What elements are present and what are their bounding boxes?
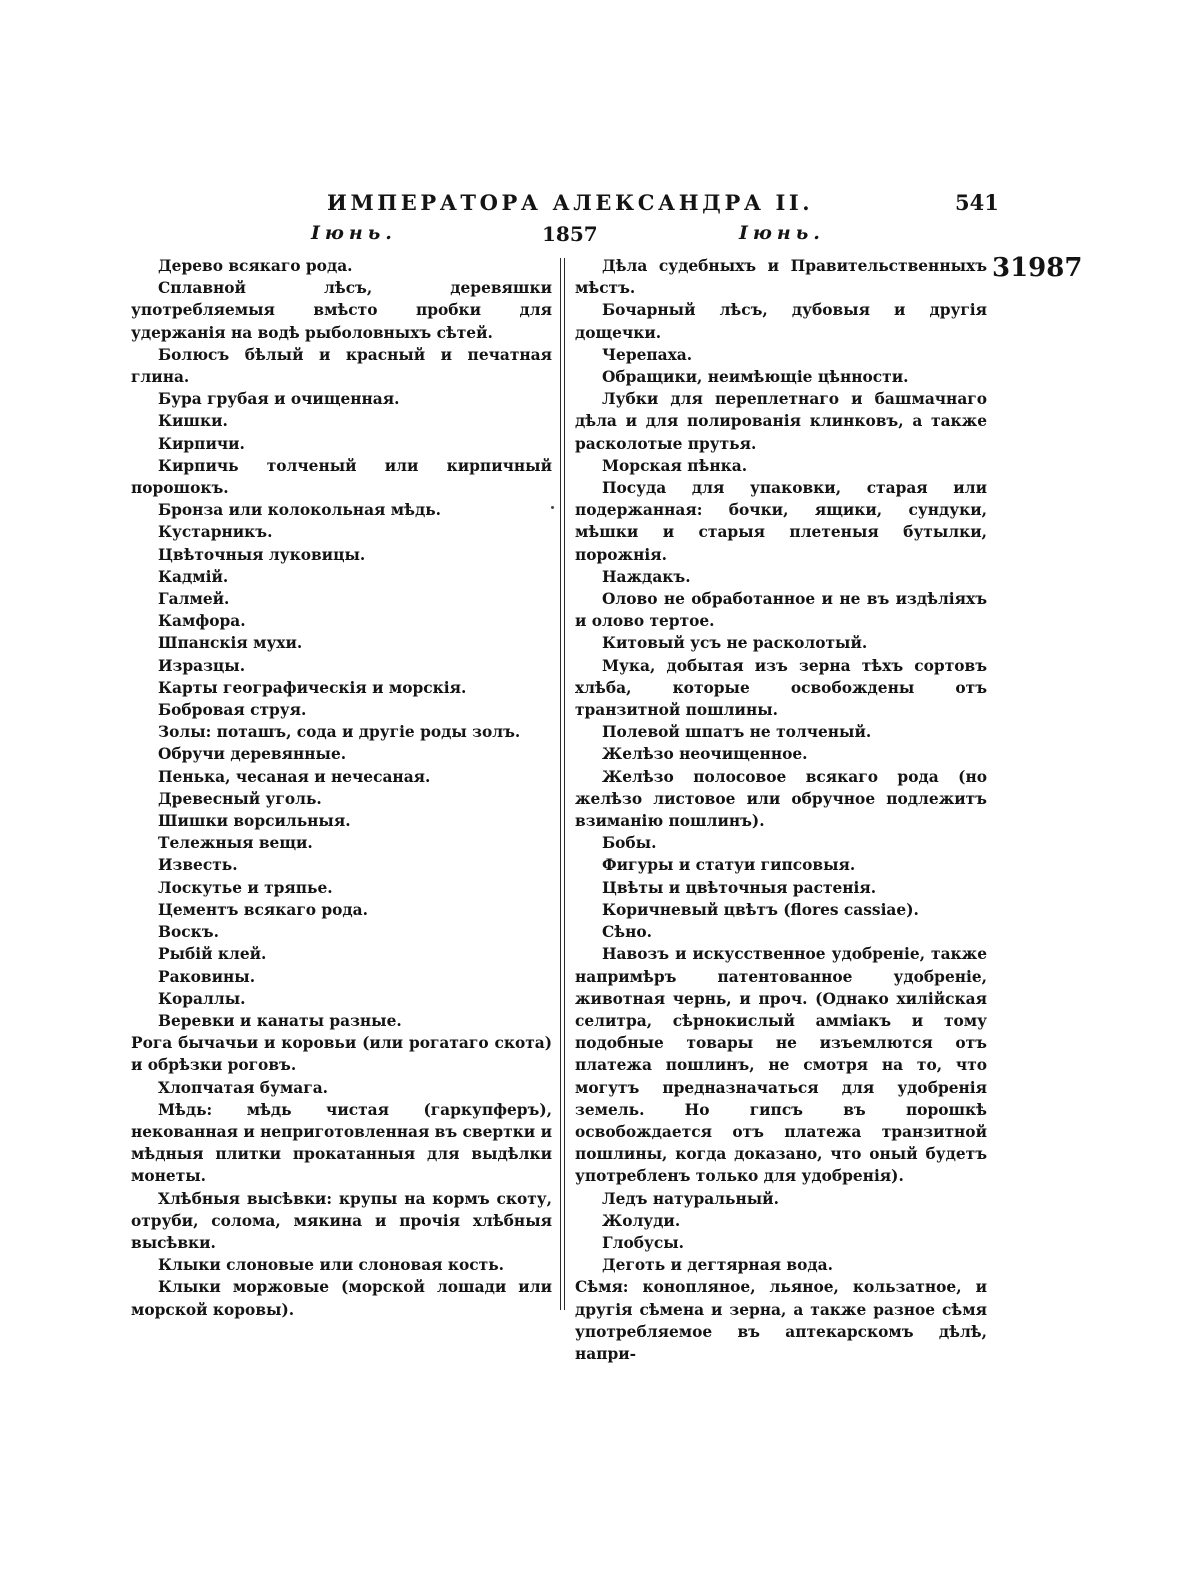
right-column (575, 255, 987, 1365)
list-item: Кишки. (158, 412, 228, 431)
month-left: Іюнь. (311, 222, 397, 244)
list-item: Морская пѣнка. (602, 456, 748, 475)
list-item: Болюсъ бѣлый и красный и печатная глина. (131, 345, 552, 387)
list-item: Китовый усъ не расколотый. (602, 634, 868, 653)
header-title: ИМПЕРАТОРА АЛЕКСАНДРА II. (327, 190, 814, 215)
list-item: Глобусы. (602, 1233, 685, 1252)
list-item: Черепаха. (602, 345, 693, 364)
running-header (0, 190, 1191, 220)
list-item: Бура грубая и очищенная. (158, 390, 400, 409)
list-item: Карты географическія и морскія. (158, 678, 467, 697)
list-item: Наждакъ. (602, 567, 691, 586)
list-item: Воскъ. (158, 923, 219, 942)
list-item: Изразцы. (158, 656, 246, 675)
column-divider (560, 258, 565, 1310)
list-item: Известь. (158, 856, 238, 875)
margin-law-number: 31987 (992, 253, 1083, 283)
list-item: Олово не обработанное и не въ издѣліяхъ и олово тертое. (575, 590, 987, 631)
left-column (131, 255, 552, 1321)
list-item: Мѣдь: мѣдь чистая (гаркупферъ), некованная и неприготовленная въ свертки и мѣдныя плитки прокатанныя для выдѣлки монеты. (131, 1100, 552, 1186)
list-item: Бобы. (602, 834, 657, 853)
list-item: Древесный уголь. (158, 789, 322, 808)
date-line (0, 222, 1191, 252)
list-item: Кирпичь толченый или кирпичный порошокъ. (131, 456, 552, 498)
list-item: Кустарникъ. (158, 523, 273, 542)
list-item: Пенька, чесаная и нечесаная. (158, 767, 431, 786)
list-item: Желѣзо неочищенное. (602, 745, 808, 764)
list-item: Фигуры и статуи гипсовыя. (602, 856, 856, 875)
list-item: Лубки для переплетнаго и башмачнаго дѣла и для полированія клинковъ, а также расколотые прутья. (575, 390, 987, 453)
list-item: Галмей. (158, 590, 230, 609)
list-item: Сѣмя: конопляное, льяное, кользатное, и другія сѣмена и зерна, а также разное сѣмя употребляемое въ аптекарскомъ дѣлѣ, напри- (575, 1278, 987, 1363)
list-item: Цементъ всякаго рода. (158, 900, 368, 919)
list-item: Мука, добытая изъ зерна тѣхъ сортовъ хлѣба, которые освобождены отъ транзитной пошлины. (575, 656, 987, 720)
list-item: Навозъ и искусственное удобреніе, также напримѣръ патентованное удобреніе, животная чернь, и проч. (Однако хилійская селитра, сѣрнокислый аммiакъ и тому подобные товары не изъемлются отъ платежа пошлинъ, не смотря на то, что могутъ предназначаться для удобренія земель. Но гипсъ въ порошкѣ освобождается отъ платежа транзитной пошлины, когда доказано, что оный будетъ употребленъ только для удобренія). (575, 945, 987, 1186)
list-item: Дерево всякаго рода. (158, 257, 353, 275)
list-item: Рога бычачьи и коровьи (или рогатаго скота) и обрѣзки роговъ. (131, 1034, 552, 1075)
list-item: Камфора. (158, 612, 246, 631)
list-item: Шишки ворсильныя. (158, 812, 351, 831)
list-item: Коричневый цвѣтъ (flores cassiae). (602, 900, 919, 919)
list-item: Посуда для упаковки, старая или подержанная: бочки, ящики, сундуки, мѣшки и старыя плетеныя бутылки, порожнія. (575, 479, 987, 564)
list-item: Обручи деревянные. (158, 745, 347, 764)
list-item: Бочарный лѣсъ, дубовыя и другія дощечки. (575, 301, 987, 342)
list-item: Клыки слоновые или слоновая кость. (158, 1256, 505, 1275)
list-item: Кораллы. (158, 989, 246, 1008)
list-item: Сѣно. (602, 923, 652, 942)
list-item: Обращики, неимѣющіе цѣнности. (602, 368, 909, 387)
list-item: Цвѣточныя луковицы. (158, 545, 366, 564)
list-item: Бобровая струя. (158, 701, 307, 720)
list-item: Сплавной лѣсъ, деревяшки употребляемыя вмѣсто пробки для удержанія на водѣ рыболовныхъ сѣтей. (131, 279, 552, 342)
list-item: Рыбій клей. (158, 945, 267, 964)
list-item: Ледъ натуральный. (602, 1189, 779, 1208)
list-item: Бронза или колокольная мѣдь. (158, 501, 442, 520)
page-number: 541 (955, 190, 999, 215)
scan-speck (551, 506, 554, 509)
list-item: Полевой шпатъ не толченый. (602, 723, 872, 742)
year: 1857 (542, 222, 598, 246)
list-item: Раковины. (158, 967, 256, 986)
month-right: Іюнь. (739, 222, 825, 244)
list-item: Кирпичи. (158, 434, 245, 453)
list-item: Жолуди. (602, 1211, 681, 1230)
list-item: Шпанскія мухи. (158, 634, 303, 653)
list-item: Деготь и дегтярная вода. (602, 1256, 833, 1275)
list-item: Лоскутье и тряпье. (158, 878, 333, 897)
list-item: Хлѣбныя высѣвки: крупы на кормъ скоту, отруби, солома, мякина и прочія хлѣбныя высѣвки. (131, 1189, 552, 1252)
list-item: Хлопчатая бумага. (158, 1078, 329, 1097)
list-item: Клыки моржовые (морской лошади или морской коровы). (131, 1278, 552, 1319)
list-item: Тележныя вещи. (158, 834, 313, 853)
list-item: Веревки и канаты разные. (158, 1011, 402, 1030)
list-item: Кадмій. (158, 567, 229, 586)
list-item: Цвѣты и цвѣточныя растенія. (602, 878, 877, 897)
list-item: Золы: поташъ, сода и другіе роды золъ. (158, 723, 521, 742)
list-item: Желѣзо полосовое всякаго рода (но желѣзо листовое или обручное подлежитъ взиманію пошлинъ). (575, 767, 987, 831)
list-item: Дѣла судебныхъ и Правительственныхъ мѣстъ. (575, 257, 987, 298)
